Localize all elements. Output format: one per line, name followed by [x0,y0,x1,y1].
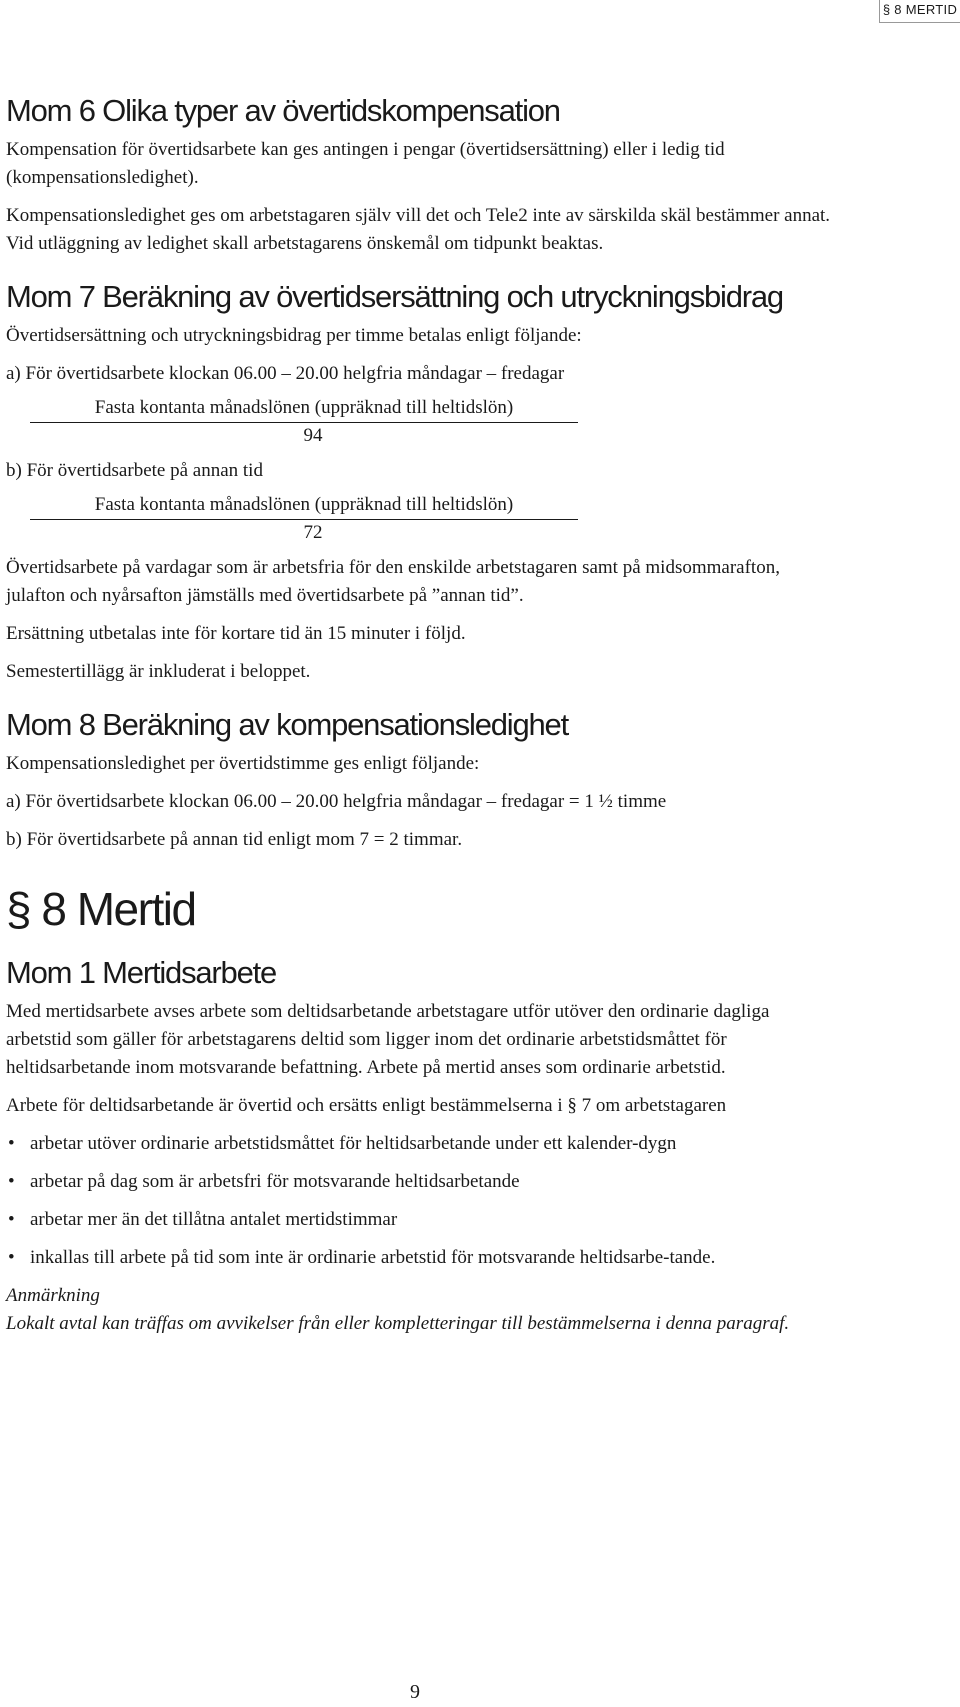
mom7-weekdays-paragraph: Övertidsarbete på vardagar som är arbetsfria för den enskilde arbetstagaren samt på midsommarafton, julafton och nyårsafton jämställs med övertidsarbete på ”annan tid”. [6,557,780,606]
mom7-item-a: a) För övertidsarbete klockan 06.00 – 20.00 helgfria måndagar – fredagar [6,363,565,384]
mom8-item-b: b) För övertidsarbete på annan tid enligt mom 7 = 2 timmar. [6,829,463,850]
list-item: • arbetar mer än det tillåtna antalet mertidstimmar [6,1206,836,1234]
mom7-heading: Mom 7 Beräkning av övertidsersättning och utryckningsbidrag [6,279,783,314]
mom8-heading: Mom 8 Beräkning av kompensationsledighet [6,707,569,742]
mertid-definition-paragraph: Med mertidsarbete avses arbete som deltidsarbetande arbetstagare utför utöver den ordinarie dagliga arbetstid som gäller för arbetstagarens deltid som ligger inom det ordinarie arbetstidsmåttet för heltidsarbetande inom motsvarande befattning. Arbete på mertid anses som ordinarie arbetstid. [6,1001,770,1078]
mom7-intro: Övertidsersättning och utryckningsbidrag per timme betalas enligt följande: [6,325,582,346]
formula-a [30,396,578,449]
page-content [6,92,836,1338]
note-block [6,1282,836,1338]
formula-b-denominator: 72 [303,522,323,543]
section8-mom1-heading: Mom 1 Mertidsarbete [6,955,277,990]
list-item: • arbetar på dag som är arbetsfri för motsvarande heltidsarbetande [6,1168,836,1196]
formula-a-numerator: Fasta kontanta månadslönen (uppräknad till heltidslön) [30,396,578,423]
bullet-icon: • [8,1247,15,1268]
list-item: • arbetar utöver ordinarie arbetstidsmåttet för heltidsarbetande under ett kalender-dygn [6,1130,836,1158]
mom6-paragraph-2: Kompensationsledighet ges om arbetstagaren själv vill det och Tele2 inte av särskilda skäl bestämmer annat. Vid utläggning av ledighet skall arbetstagarens önskemål om tidpunkt beaktas. [6,205,831,254]
note-label: Anmärkning [6,1285,100,1306]
mom7-minimum-paragraph: Ersättning utbetalas inte för kortare tid än 15 minuter i följd. [6,623,466,644]
mom8-item-a: a) För övertidsarbete klockan 06.00 – 20.00 helgfria måndagar – fredagar = 1 ½ timme [6,791,667,812]
list-item: • inkallas till arbete på tid som inte är ordinarie arbetstid för motsvarande heltidsarbe-tande. [6,1244,836,1272]
note-text: Lokalt avtal kan träffas om avvikelser från eller kompletteringar till bestämmelserna i denna paragraf. [6,1313,790,1334]
mom6-paragraph-1: Kompensation för övertidsarbete kan ges antingen i pengar (övertidsersättning) eller i ledig tid (kompensationsledighet). [6,139,725,188]
bullet-icon: • [8,1209,15,1230]
bullet-icon: • [8,1133,15,1154]
page-number: 9 [410,1681,420,1703]
formula-b-numerator: Fasta kontanta månadslönen (uppräknad till heltidslön) [30,493,578,520]
running-header: § 8 MERTID [879,0,960,23]
mom6-heading: Mom 6 Olika typer av övertidskompensation [6,93,560,128]
overtid-conditions-paragraph: Arbete för deltidsarbetande är övertid och ersätts enligt bestämmelserna i § 7 om arbetstagaren [6,1095,727,1116]
formula-a-denominator: 94 [303,425,323,446]
conditions-list [6,1130,836,1272]
mom7-semester-paragraph: Semestertillägg är inkluderat i beloppet. [6,661,311,682]
section-8-heading: § 8 Mertid [6,883,196,935]
formula-b [30,493,578,546]
mom8-intro: Kompensationsledighet per övertidstimme ges enligt följande: [6,753,480,774]
mom7-item-b: b) För övertidsarbete på annan tid [6,460,263,481]
bullet-icon: • [8,1171,15,1192]
